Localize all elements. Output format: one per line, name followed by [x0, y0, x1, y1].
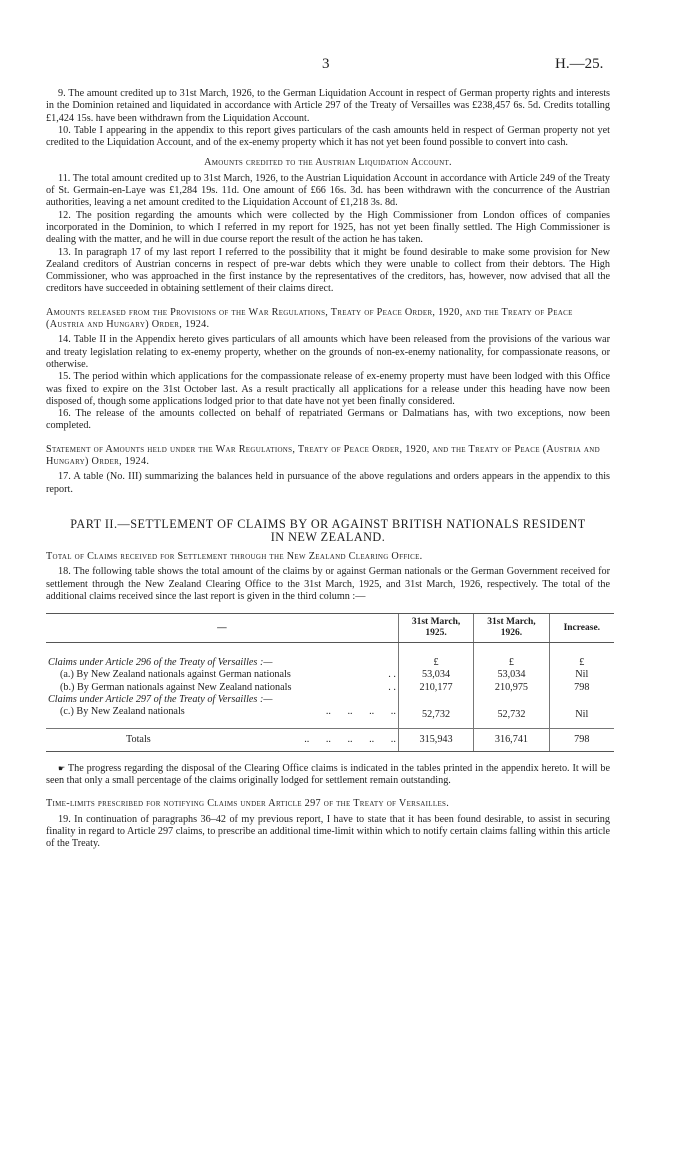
cell-1925: 52,732	[398, 706, 473, 721]
heading-total-claims: Total of Claims received for Settlement through the New Zealand Clearing Office.	[46, 550, 423, 562]
paragraph-14: 14. Table II in the Appendix hereto gives particulars of all amounts which have been released from the provisions of the various war and treaty legislation relating to ex-enemy property, whether on the grounds of non-ex-enemy nationality, for compassionate reasons, or otherwise.	[46, 334, 610, 370]
claims-table	[46, 613, 614, 752]
cell-increase: Nil	[549, 669, 614, 681]
page-number: 3	[322, 56, 330, 72]
table-subheading-297: Claims under Article 297 of the Treaty of Versailles :—	[48, 693, 273, 705]
total-1926: 316,741	[474, 728, 549, 751]
table-row	[46, 669, 614, 681]
table-totals-row	[46, 728, 614, 751]
paragraph-19: 19. In continuation of paragraphs 36–42 of my previous report, I have to state that it has been found desirable, to assist in securing finality in regard to Article 297 claims, to prescribe an additional time-limit within which to notify certain claims falling within this article of the Treaty.	[46, 813, 610, 850]
row-label: (c.) By New Zealand nationals	[60, 706, 185, 718]
paragraph-15: 15. The period within which applications for the compassionate release of ex-enemy property must have been lodged with this Office was fixed to expire on the 31st October last. As a result practically all applications for a release under this heading have now been disposed of, though some applications lodged prior to that date have not yet been finally considered.	[46, 371, 610, 407]
table-header-increase: Increase.	[549, 614, 614, 643]
cell-1925: 53,034	[398, 669, 473, 681]
paragraph-13: 13. In paragraph 17 of my last report I referred to the possibility that it might be found desirable to make some provision for New Zealand creditors of Austrian concerns in respect of pre-war debts which they were unable to collect from their debtors. The High Commissioner, who was approached in the first instance by the representatives of the creditors, has, however, now advised that all the creditors have succeeded in obtaining settlement of their claims direct.	[46, 246, 610, 295]
totals-label: Totals	[126, 733, 151, 745]
paragraph-9: 9. The amount credited up to 31st March, 1926, to the German Liquidation Account in respect of German property rights and interests in the Dominion retained and liquidated in accordance with Article 297 of the Treaty of Versailles was £238,457 6s. 5d. Credits totalling £1,424 15s. have been withdrawn from the Liquidation Account.	[46, 88, 610, 124]
total-increase: 798	[549, 728, 614, 751]
leader-dots: . .	[388, 681, 396, 693]
heading-amounts-released: Amounts released from the Provisions of the War Regulations, Treaty of Peace Order, 1920, and the Treaty of Peace (Austria and Hungary) Order, 1924.	[46, 306, 573, 331]
row-label: (a.) By New Zealand nationals against German nationals	[60, 669, 291, 681]
currency-symbol: £	[398, 657, 473, 669]
table-header-description: —	[46, 614, 398, 643]
paragraph-progress-text: The progress regarding the disposal of the Clearing Office claims is indicated in the tables printed in the appendix hereto. It will be seen that only a small percentage of the claims originally lodged for settlement remain outstanding.	[46, 762, 610, 787]
paragraph-progress	[46, 763, 610, 788]
total-1925: 315,943	[398, 728, 473, 751]
table-header-1925: 31st March, 1925.	[398, 614, 473, 643]
leader-dots: . .	[388, 669, 396, 681]
paragraph-17: 17. A table (No. III) summarizing the balances held in pursuance of the above regulations and orders appears in the appendix to this report.	[46, 471, 610, 495]
cell-increase: Nil	[549, 706, 614, 721]
paragraph-10: 10. Table I appearing in the appendix to this report gives particulars of the cash amounts held in respect of German property not yet credited to the Liquidation Account, and of the ex-enemy property which it has not yet been found possible to convert into cash.	[46, 124, 610, 149]
cell-1926: 52,732	[474, 706, 549, 721]
table-header-row	[46, 614, 614, 643]
row-label: (b.) By German nationals against New Zealand nationals	[60, 681, 292, 693]
paragraph-16: 16. The release of the amounts collected on behalf of repatriated Germans or Dalmatians has, with two exceptions, now been completed.	[46, 408, 610, 432]
paragraph-12: 12. The position regarding the amounts which were collected by the High Commissioner from London offices of companies incorporated in the Dominion, to which I referred in my report for 1925, has not yet been finally settled. The High Commissioner is dealing with the matter, and he will in due course report the result of the action he has taken.	[46, 209, 610, 246]
table-row	[46, 694, 614, 706]
document-reference: H.—25.	[555, 56, 604, 72]
currency-symbol: £	[549, 657, 614, 669]
table-row	[46, 657, 614, 669]
table-row	[46, 706, 614, 721]
cell-1926: 210,975	[474, 682, 549, 694]
paragraph-11: 11. The total amount credited up to 31st March, 1926, to the Austrian Liquidation Account in accordance with Article 249 of the Treaty of St. Germain-en-Laye was £1,284 19s. 11d. One amount of £66 16s. 3d. has been withdrawn with the concurrence of the Austrian authorities, leaving a net amount credited to the Liquidation Account of £1,218 3s. 8d.	[46, 172, 610, 209]
paragraph-18: 18. The following table shows the total amount of the claims by or against German nationals or the German Government received for settlement through the New Zealand Clearing Office to the 31st March, 1925, and 31st March, 1926, respectively. The total of the additional claims received since the last report is given in the third column :—	[46, 566, 610, 602]
table-subheading-296: Claims under Article 296 of the Treaty of Versailles :—	[48, 657, 273, 669]
part-ii-title-line-1: PART II.—SETTLEMENT OF CLAIMS BY OR AGAINST BRITISH NATIONALS RESIDENT	[70, 516, 586, 531]
cell-1925: 210,177	[398, 682, 473, 694]
currency-symbol: £	[474, 657, 549, 669]
table-row	[46, 682, 614, 694]
leader-dots: .. .. .. ..	[325, 706, 396, 718]
part-ii-title-line-2: IN NEW ZEALAND.	[270, 529, 386, 544]
cell-increase: 798	[549, 682, 614, 694]
cell-1926: 53,034	[474, 669, 549, 681]
heading-austrian-liquidation: Amounts credited to the Austrian Liquidation Account.	[204, 157, 452, 169]
heading-statement-held: Statement of Amounts held under the War Regulations, Treaty of Peace Order, 1920, and the Treaty of Peace (Austria and Hungary) Order, 1924.	[46, 443, 600, 468]
heading-time-limits: Time-limits prescribed for notifying Claims under Article 297 of the Treaty of Versailles.	[46, 798, 450, 810]
pointing-hand-icon: ☛	[58, 763, 66, 773]
page-body	[46, 52, 610, 851]
part-ii-title	[46, 518, 610, 544]
leader-dots: .. .. .. .. ..	[304, 733, 396, 745]
table-header-1926: 31st March, 1926.	[474, 614, 549, 643]
